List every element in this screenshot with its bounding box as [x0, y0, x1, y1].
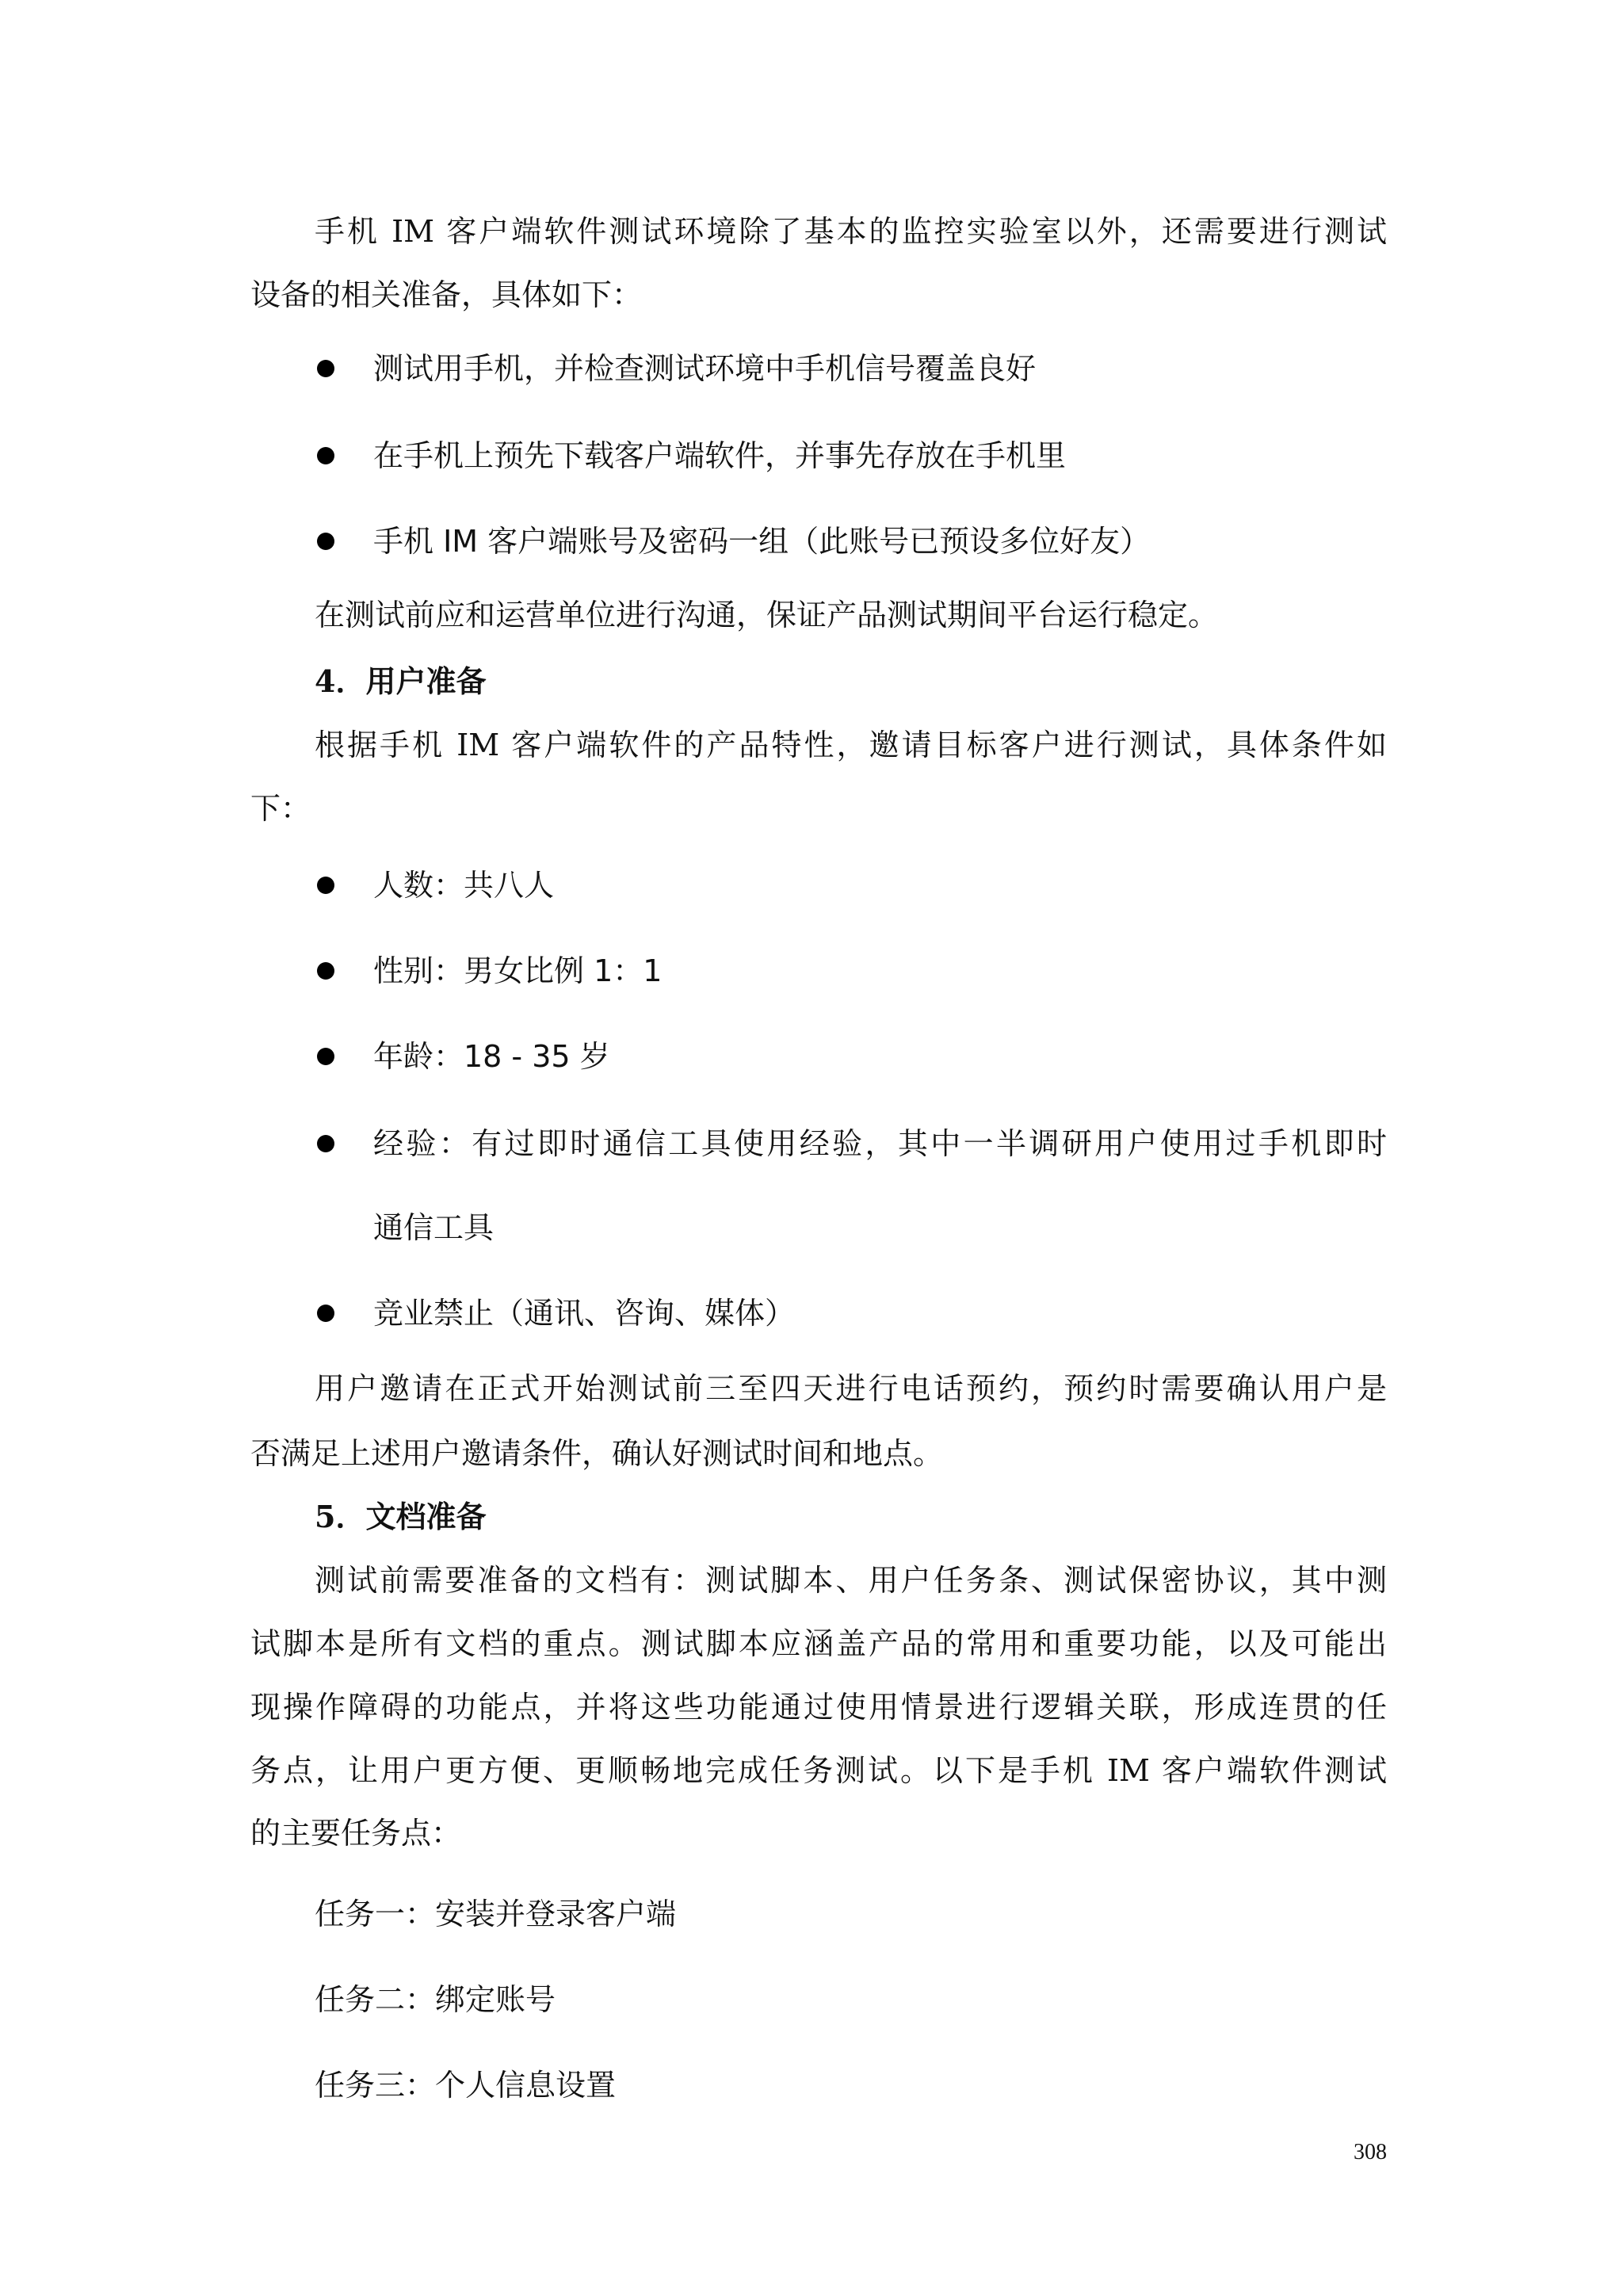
- list-item: 手机 IM 客户端账号及密码一组（此账号已预设多位好友）: [373, 524, 1151, 559]
- task-item: 任务一：安装并登录客户端: [315, 1897, 677, 1931]
- list-item: 经验：有过即时通信工具使用经验，其中一半调研用户使用过手机即时: [373, 1126, 1387, 1161]
- paragraph-line: 下：: [250, 791, 311, 826]
- bullet-icon: [317, 877, 334, 894]
- bullet-icon: [317, 962, 334, 980]
- bullet-icon: [317, 1135, 334, 1152]
- paragraph-line: 在测试前应和运营单位进行沟通，保证产品测试期间平台运行稳定。: [315, 598, 1219, 632]
- section-heading: 5．文档准备: [315, 1499, 487, 1534]
- list-item: 在手机上预先下载客户端软件，并事先存放在手机里: [373, 438, 1067, 473]
- paragraph-line: 务点，让用户更方便、更顺畅地完成任务测试。以下是手机 IM 客户端软件测试: [250, 1753, 1387, 1788]
- list-item: 测试用手机，并检查测试环境中手机信号覆盖良好: [373, 351, 1037, 386]
- paragraph-line: 手机 IM 客户端软件测试环境除了基本的监控实验室以外，还需要进行测试: [315, 214, 1387, 249]
- task-item: 任务三：个人信息设置: [315, 2068, 617, 2103]
- list-item: 人数：共八人: [373, 868, 555, 903]
- bullet-icon: [317, 533, 334, 550]
- list-item: 年龄：18 - 35 岁: [373, 1039, 610, 1074]
- paragraph-line: 现操作障碍的功能点，并将这些功能通过使用情景进行逻辑关联，形成连贯的任: [250, 1690, 1387, 1725]
- paragraph-line: 根据手机 IM 客户端软件的产品特性，邀请目标客户进行测试，具体条件如: [315, 728, 1387, 762]
- paragraph-line: 否满足上述用户邀请条件，确认好测试时间和地点。: [250, 1436, 944, 1471]
- list-item-continuation: 通信工具: [373, 1210, 495, 1245]
- paragraph-line: 的主要任务点：: [250, 1816, 462, 1851]
- paragraph-line: 测试前需要准备的文档有：测试脚本、用户任务条、测试保密协议，其中测: [315, 1563, 1387, 1598]
- paragraph-line: 设备的相关准备，具体如下：: [250, 277, 643, 312]
- page-number: 308: [1354, 2140, 1387, 2164]
- bullet-icon: [317, 360, 334, 377]
- bullet-icon: [317, 447, 334, 464]
- list-item: 竞业禁止（通讯、咨询、媒体）: [373, 1296, 796, 1331]
- bullet-icon: [317, 1048, 334, 1065]
- bullet-icon: [317, 1305, 334, 1322]
- list-item: 性别：男女比例 1：1: [373, 953, 663, 988]
- task-item: 任务二：绑定账号: [315, 1982, 556, 2017]
- paragraph-line: 试脚本是所有文档的重点。测试脚本应涵盖产品的常用和重要功能，以及可能出: [250, 1626, 1387, 1661]
- section-heading: 4．用户准备: [315, 663, 487, 699]
- paragraph-line: 用户邀请在正式开始测试前三至四天进行电话预约，预约时需要确认用户是: [315, 1371, 1387, 1406]
